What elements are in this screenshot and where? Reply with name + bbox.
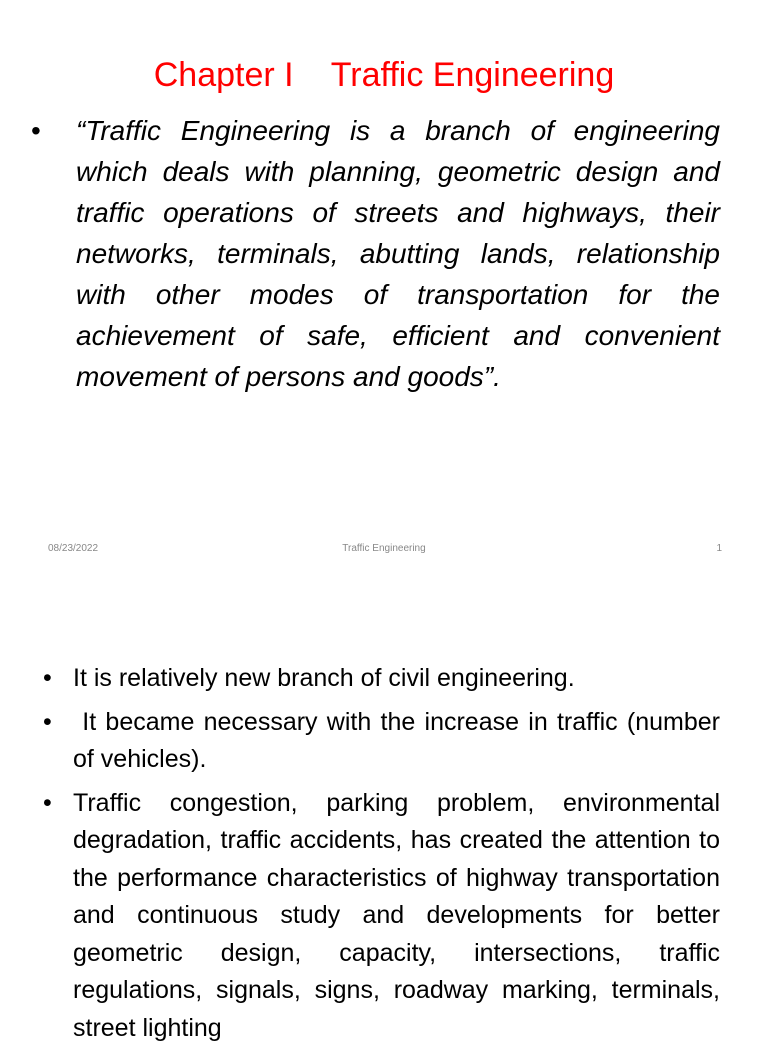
- bullet-text: It became necessary with the increase in traffic (number of vehicles).: [73, 707, 727, 773]
- footer-title: Traffic Engineering: [342, 543, 426, 554]
- footer-date: 08/23/2022: [48, 543, 99, 554]
- slide-title: Chapter I Traffic Engineering: [153, 56, 615, 94]
- bullet-text: Traffic congestion, parking problem, environmental degradation, traffic accidents, has created the attention to the performance characteristics of highway transportation and continuous study and developments for better geometric design, capacity, intersections, traffic regulations, signals, signs, roadway marking, terminals, street lighting: [73, 788, 720, 1042]
- list-item: [43, 704, 727, 779]
- bullet-icon: •: [43, 707, 52, 736]
- list-item: [43, 660, 720, 698]
- bullet-text: “Traffic Engineering is a branch of engineering which deals with planning, geometric design and traffic operations of streets and highways, their networks, terminals, abutting lands, relationship with other modes of transportation for the achievement of safe, efficient and convenient movement of persons and goods”.: [76, 115, 720, 392]
- slide-2: [0, 590, 768, 1042]
- definition-bullet: [31, 110, 720, 397]
- bullet-icon: •: [31, 115, 41, 146]
- bullet-icon: •: [43, 664, 52, 692]
- list-item: [43, 785, 720, 1048]
- slide-1-bullet-list: [31, 110, 720, 397]
- footer-page-number: 1: [716, 543, 722, 554]
- bullet-icon: •: [43, 788, 52, 817]
- slide-2-bullet-list: [43, 660, 727, 1053]
- slide-footer: [0, 543, 768, 557]
- bullet-text: It is relatively new branch of civil engineering.: [73, 664, 575, 692]
